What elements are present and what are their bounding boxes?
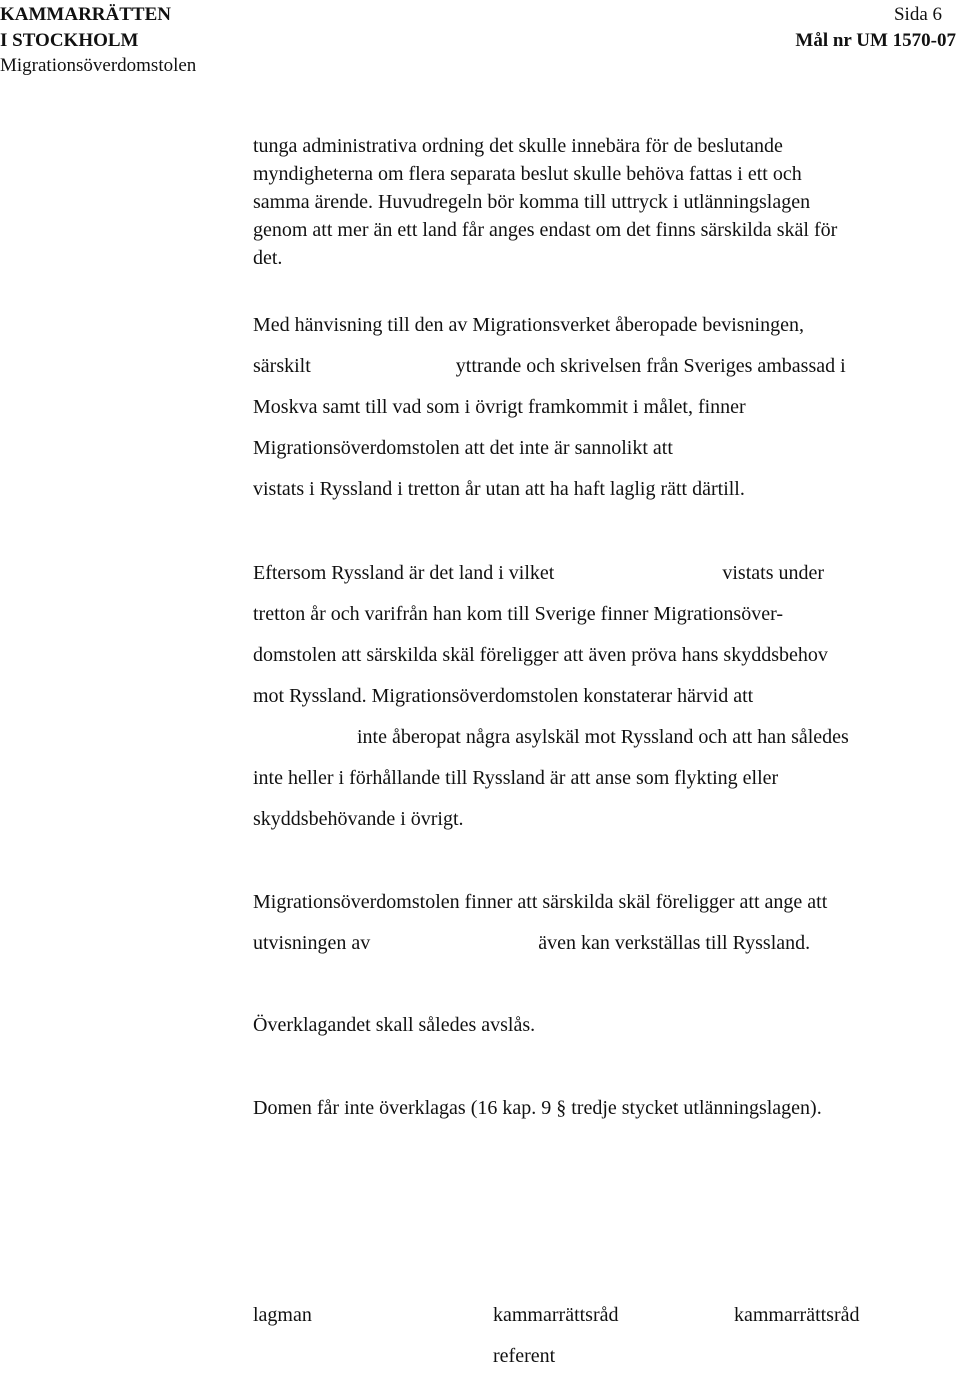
paragraph-3 [253,553,849,840]
text-segment: Eftersom Ryssland är det land i vilket [253,562,555,584]
paragraph-2-line: Migrationsöverdomstolen att det inte är sannolikt att [253,437,673,459]
paragraph-3-line [253,553,849,594]
court-name-line2: I STOCKHOLM [0,30,139,51]
paragraph-2-line: vistats i Ryssland i tretton år utan att ha haft laglig rätt därtill. [253,478,745,500]
paragraph-1-line: det. [253,247,283,269]
paragraph-2-line: Moskva samt till vad som i övrigt framkommit i målet, finner [253,396,746,418]
paragraph-1-line: tunga administrativa ordning det skulle innebära för de beslutande [253,135,783,157]
paragraph-3-line: tretton år och varifrån han kom till Sverige finner Migrationsöver- [253,603,783,625]
signature-referent: referent [493,1345,556,1367]
signature-kammarrattsrad-1: kammarrättsråd [493,1304,619,1326]
text-segment: även kan verkställas till Ryssland. [538,932,811,954]
signature-lagman: lagman [253,1304,312,1326]
paragraph-3-line: mot Ryssland. Migrationsöverdomstolen konstaterar härvid att [253,685,754,707]
paragraph-3-line: domstolen att särskilda skäl föreligger att även pröva hans skyddsbehov [253,644,828,666]
paragraph-1-line: myndigheterna om flera separata beslut skulle behöva fattas i ett och [253,163,802,185]
case-number: Mål nr UM 1570-07 [795,30,956,51]
text-segment: yttrande och skrivelsen från Sveriges ambassad i [455,355,846,377]
paragraph-5: Överklagandet skall således avslås. [253,1014,536,1036]
paragraph-3-line: inte heller i förhållande till Ryssland är att anse som flykting eller [253,767,779,789]
text-segment: särskilt [253,355,311,377]
court-division: Migrationsöverdomstolen [0,55,197,76]
paragraph-2 [253,305,846,510]
paragraph-1-line: samma ärende. Huvudregeln bör komma till uttryck i utlänningslagen [253,191,811,213]
paragraph-1 [253,132,837,272]
page-number: Sida 6 [893,4,942,25]
paragraph-4-line [253,923,827,964]
paragraph-6: Domen får inte överklagas (16 kap. 9 § tredje stycket utlänningslagen). [253,1097,822,1119]
paragraph-3-line: inte åberopat några asylskäl mot Ryssland och att han således [357,726,849,748]
court-name-line1: KAMMARRÄTTEN [0,4,171,25]
paragraph-2-line [253,346,846,387]
text-segment: vistats under [722,562,825,584]
paragraph-1-line: genom att mer än ett land får anges endast om det finns särskilda skäl för [253,219,838,241]
paragraph-3-line: skyddsbehövande i övrigt. [253,808,464,830]
paragraph-4-line: Migrationsöverdomstolen finner att särskilda skäl föreligger att ange att [253,891,828,913]
text-segment: utvisningen av [253,932,371,954]
paragraph-2-line: Med hänvisning till den av Migrationsverket åberopade bevisningen, [253,314,804,336]
paragraph-4 [253,882,827,964]
signature-kammarrattsrad-2: kammarrättsråd [734,1304,860,1326]
